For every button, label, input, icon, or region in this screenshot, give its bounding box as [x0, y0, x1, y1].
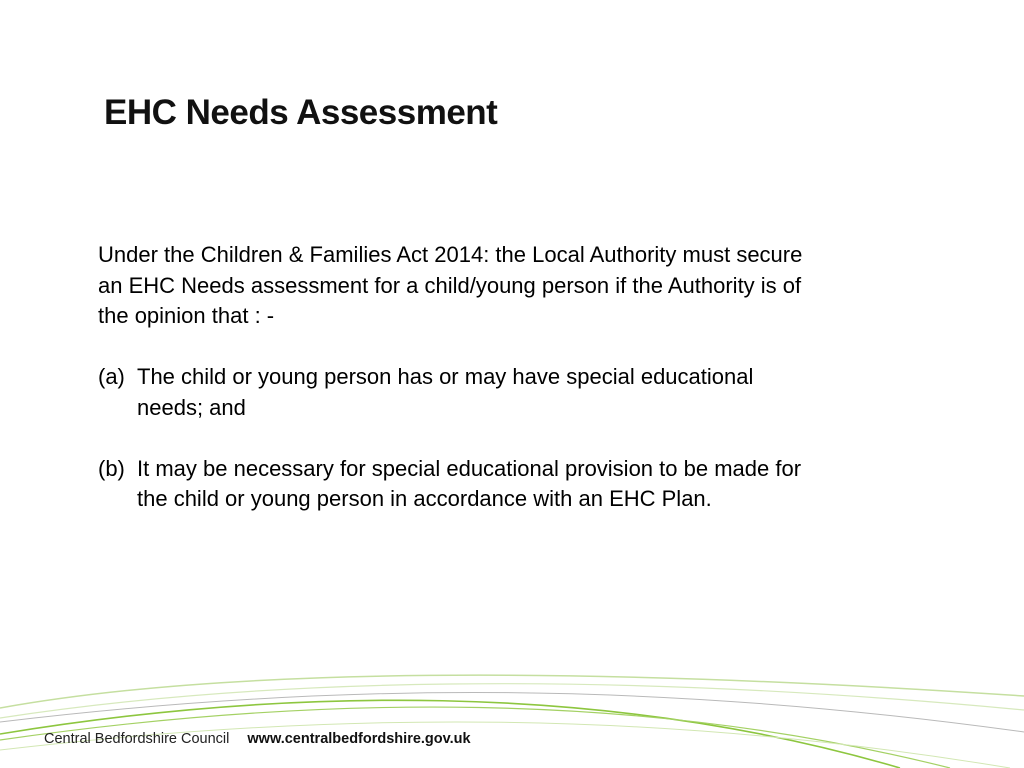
- list-item-text: The child or young person has or may have special educational needs; and: [137, 364, 754, 420]
- list-marker: (a): [98, 364, 125, 389]
- swoosh-line-grey: [0, 693, 1024, 733]
- decorative-swoosh-lines: [0, 660, 1024, 768]
- list-marker: (b): [98, 455, 125, 481]
- list-item-b: [98, 454, 818, 515]
- list-item-a: [98, 362, 818, 423]
- intro-paragraph: Under the Children & Families Act 2014: the Local Authority must secure an EHC Needs assessment for a child/young person if the Authority is of the opinion that : -: [98, 242, 803, 328]
- footer: [44, 731, 471, 747]
- footer-organization: Central Bedfordshire Council: [44, 731, 230, 747]
- footer-website-link[interactable]: www.centralbedfordshire.gov.uk: [247, 731, 471, 747]
- list-item-text: It may be necessary for special educational provision to be made for the child or young person in accordance with an EHC Plan.: [137, 455, 802, 511]
- slide-body: [98, 240, 818, 545]
- slide-title: EHC Needs Assessment: [104, 93, 498, 132]
